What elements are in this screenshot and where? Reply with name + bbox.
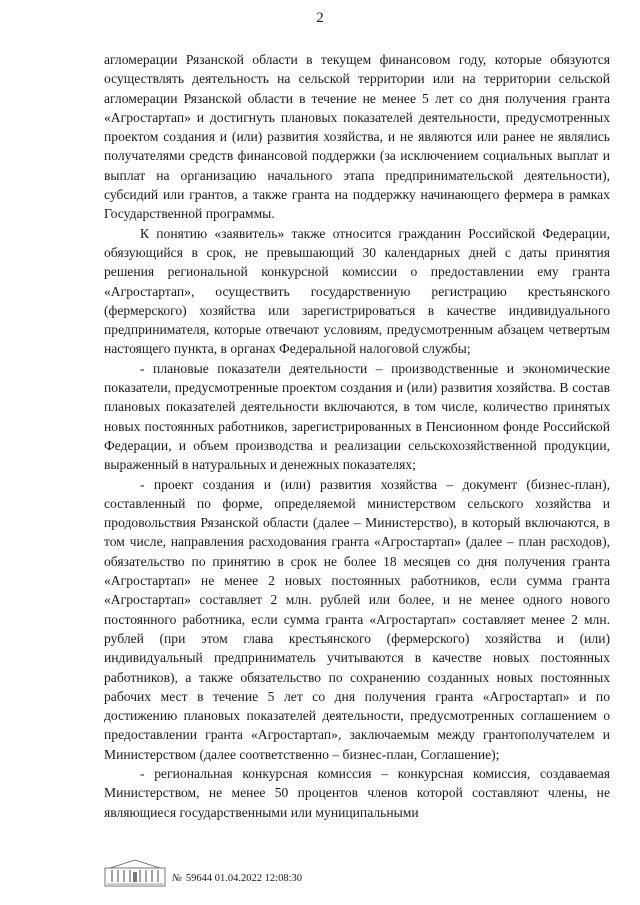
document-body: [104, 50, 610, 822]
paragraph-planned-indicators: - плановые показатели деятельности – производственные и экономические показатели, предусмотренные проектом создания и (или) развития хозяйства. В состав плановых показателей деятельности включаются, в том числе, количество принятых новых постоянных работников, зарегистрированных в Пенсионном фонде Российской Федерации, и объем производства и реализации сельскохозяйственной продукции, выраженный в натуральных и денежных показателях;: [104, 360, 610, 473]
government-stamp-logo: [104, 858, 166, 888]
number-sign: №: [172, 872, 182, 884]
paragraph-business-plan: - проект создания и (или) развития хозяйства – документ (бизнес-план), составленный по форме, определяемой министерством сельского хозяйства и продовольствия Рязанской области (далее – Министерство), в который включаются, в том числе, направления расходования гранта «Агростартап» (далее – план расходов), обязательство по принятию в срок не более 18 месяцев со дня получения гранта «Агростартап» не менее 2 новых постоянных работников, если сумма гранта «Агростартап» составляет 2 млн. рублей или более, и не менее одного нового постоянного работника, если сумма гранта «Агростартап» составляет менее 2 млн. рублей (при этом глава крестьянского (фермерского) хозяйства и (или) индивидуальный предприниматель учитываются в качестве новых постоянных работников), а также обязательство по сохранению созданных новых постоянных рабочих мест в течение 5 лет со дня получения гранта «Агростартап» и по достижению плановых показателей деятельности, предусмотренных соглашением о предоставлении гранта «Агростартап», заключаемым между грантополучателем и Министерством (далее соответственно – бизнес-план, Соглашение);: [104, 476, 610, 762]
paragraph-applicant: К понятию «заявитель» также относится гражданин Российской Федерации, обязующийся в срок, не превышающий 30 календарных дней с даты принятия решения региональной конкурсной комиссии о предоставлении ему гранта «Агростартап», осуществить государственную регистрацию крестьянского (фермерского) хозяйства или зарегистрироваться в качестве индивидуального предпринимателя, которые отвечают условиям, предусмотренным абзацем четвертым настоящего пункта, в органах Федеральной налоговой службы;: [104, 225, 610, 357]
registration-number-date: 59644 01.04.2022 12:08:30: [185, 872, 302, 884]
paragraph-commission: - региональная конкурсная комиссия – конкурсная комиссия, создаваемая Министерством, не менее 50 процентов членов которой составляют члены, не являющиеся государственными или муниципальными: [104, 765, 610, 820]
paragraph-continuation: агломерации Рязанской области в текущем финансовом году, которые обязуются осуществлять деятельность на сельской территории или на территории сельской агломерации Рязанской области в течение не менее 5 лет со дня получения гранта «Агростартап» и достигнуть плановых показателей деятельности, предусмотренных проектом создания и (или) развития хозяйства, и не являются или ранее не являлись получателями средств финансовой поддержки (за исключением социальных выплат и выплат на организацию начального этапа предпринимательской деятельности), субсидий или грантов, а также гранта на поддержку начинающего фермера в рамках Государственной программы.: [104, 52, 610, 222]
document-footer: [104, 858, 302, 888]
registration-info: [172, 873, 302, 884]
page-number: 2: [316, 10, 324, 26]
